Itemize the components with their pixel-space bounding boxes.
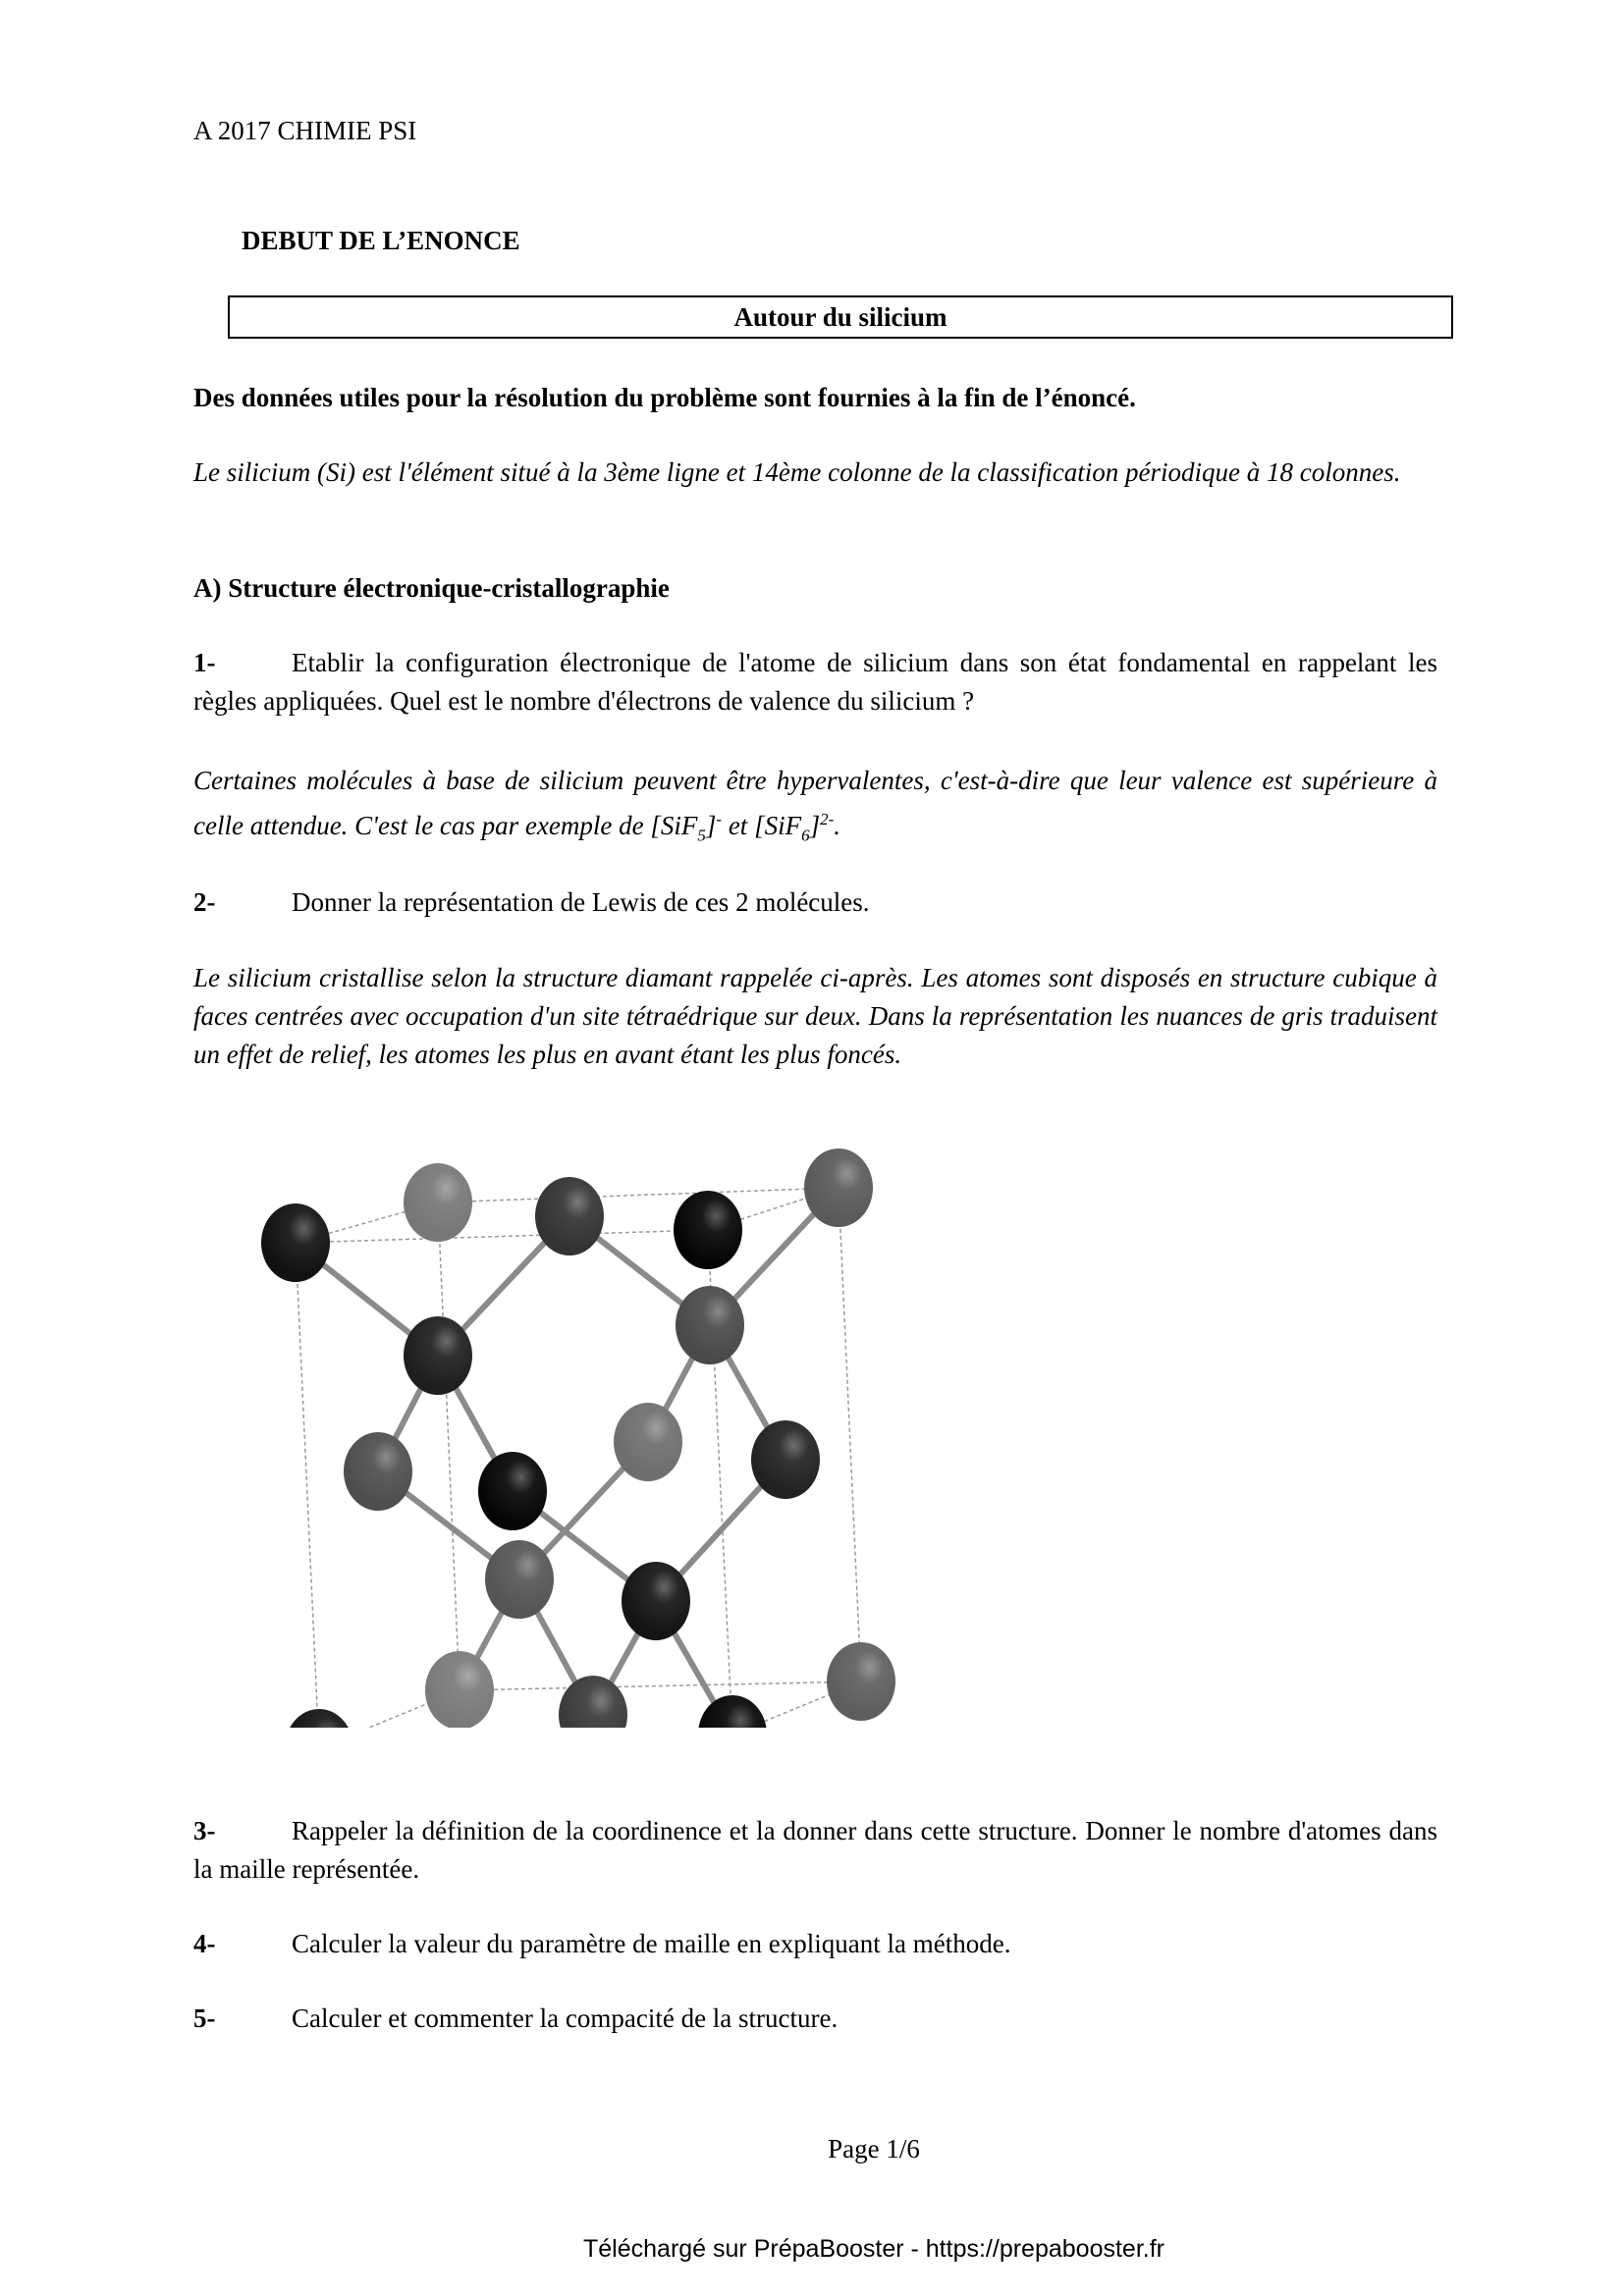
silicon-atom — [478, 1452, 547, 1530]
diamond-structure-figure — [236, 1139, 923, 1728]
diamond-paragraph: Le silicium cristallise selon la structure diamant rappelée ci-après. Les atomes sont disposés en structure cubique à faces centrées avec occupation d'un site tétraédrique sur deux. Dans la représentation les nuances de gris traduisent un effet de relief, les atomes les plus en avant étant les plus foncés. — [193, 963, 1437, 1069]
silicon-atom — [674, 1191, 742, 1269]
cell-edge — [438, 1202, 460, 1690]
silicon-atom — [261, 1203, 330, 1282]
question-number: 5- — [193, 2003, 216, 2033]
silicon-atom — [698, 1695, 767, 1728]
question-number: 2- — [193, 887, 216, 917]
silicon-atom — [751, 1420, 820, 1499]
intro-paragraph: Le silicium (Si) est l'élément situé à la 3ème ligne et 14ème colonne de la classification périodique à 18 colonnes. — [193, 457, 1401, 487]
problem-title-box — [228, 295, 1453, 339]
cell-edge — [460, 1682, 861, 1690]
cell-edge — [438, 1188, 839, 1202]
hypervalent-text: . — [834, 811, 841, 840]
question-text: Calculer et commenter la compacité de la structure. — [292, 2003, 839, 2033]
atoms — [261, 1148, 895, 1728]
silicon-atom — [285, 1709, 353, 1728]
debut-heading: DEBUT DE L’ENONCE — [242, 226, 520, 255]
hypervalent-text: et — [722, 811, 755, 840]
question-text: Etablir la configuration électronique de l'atome de silicium dans son état fondamental en rappelant les règles appliquées. Quel est le nombre d'électrons de valence du silicium ? — [193, 648, 1437, 716]
question-text: Rappeler la définition de la coordinence et la donner dans cette structure. Donner le nombre d'atomes dans la maille représentée. — [193, 1816, 1437, 1884]
silicon-atom — [827, 1642, 895, 1721]
question-text: Donner la représentation de Lewis de ces 2 molécules. — [292, 887, 870, 917]
intro-note: Des données utiles pour la résolution du problème sont fournies à la fin de l’énoncé. — [193, 383, 1136, 412]
question-number: 3- — [193, 1816, 216, 1845]
formula-sif6 — [754, 810, 835, 845]
formula-subscript: 5 — [697, 826, 706, 845]
cell-edge — [296, 1243, 319, 1728]
question-text: Calculer la valeur du paramètre de maille en expliquant la méthode. — [292, 1929, 1011, 1958]
download-footer: Téléchargé sur PrépaBooster - https://prepabooster.fr — [583, 2235, 1164, 2263]
question-4 — [193, 1925, 1437, 1963]
silicon-atom — [535, 1177, 604, 1255]
question-number: 4- — [193, 1929, 216, 1958]
silicon-atom — [614, 1403, 682, 1481]
formula-charge: 2- — [820, 810, 835, 828]
silicon-atom — [344, 1432, 412, 1511]
page-number: Page 1/6 — [828, 2134, 920, 2163]
silicon-atom — [485, 1540, 554, 1619]
cell-edge — [296, 1230, 708, 1243]
section-a-heading: A) Structure électronique-cristallographie — [193, 573, 670, 603]
silicon-atom — [404, 1316, 472, 1395]
question-1 — [193, 644, 1437, 721]
silicon-atom — [404, 1163, 472, 1242]
problem-title: Autour du silicium — [733, 302, 947, 332]
question-3 — [193, 1812, 1437, 1889]
formula-subscript: 6 — [801, 826, 810, 845]
silicon-atom — [559, 1676, 627, 1728]
exam-header: A 2017 CHIMIE PSI — [193, 116, 417, 145]
silicon-atom — [622, 1562, 690, 1640]
formula-part: ] — [809, 811, 821, 840]
formula-part: ] — [705, 811, 717, 840]
silicon-atom — [676, 1286, 744, 1364]
question-5 — [193, 2000, 1437, 2038]
hypervalent-text: Certaines molécules à base de silicium peuvent être hypervalentes, c'est-à-dire que leur valence est supérieure à celle attendue. C'est le cas par exemple de — [193, 766, 1437, 840]
question-number: 1- — [193, 648, 216, 677]
hypervalent-paragraph — [193, 758, 1437, 848]
cell-edge — [839, 1188, 861, 1682]
formula-charge: - — [716, 810, 723, 828]
formula-part: [SiF — [650, 811, 698, 840]
silicon-atom — [425, 1651, 494, 1728]
silicon-atom — [804, 1148, 873, 1227]
formula-sif5 — [650, 810, 723, 845]
formula-part: [SiF — [754, 811, 802, 840]
question-2 — [193, 883, 1437, 922]
